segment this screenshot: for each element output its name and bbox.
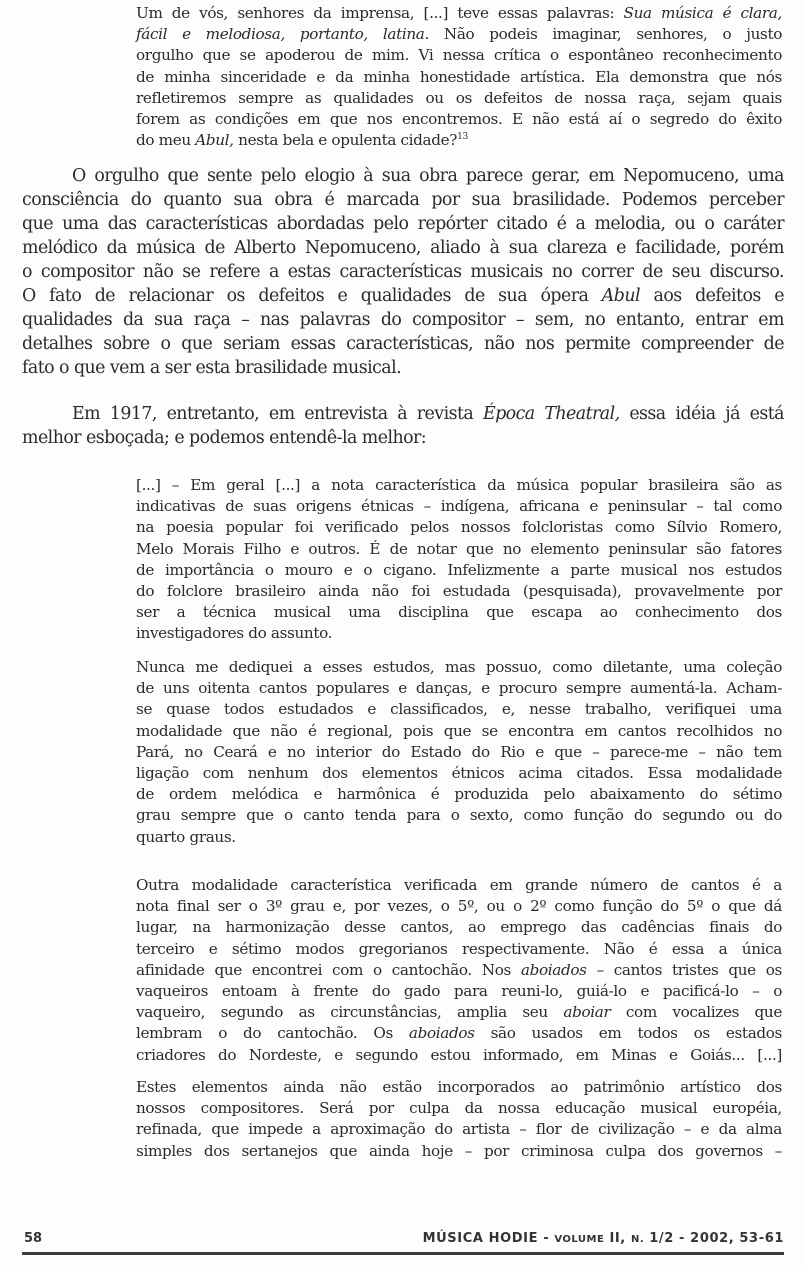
text-line: detalhes sobre o que seriam essas características, não nos permite compreender de: [22, 334, 784, 354]
text-line: criadores do Nordeste, e segundo estou informado, em Minas e Goiás... [...]: [136, 1045, 782, 1064]
text-line: terceiro e sétimo modos gregorianos respectivamente. Não é essa a única: [136, 939, 782, 958]
page-footer: [22, 1230, 784, 1255]
text-line: orgulho que se apoderou de mim. Vi nessa crítica o espontâneo reconhecimento: [136, 46, 782, 65]
text-line: do meu Abul, nesta bela e opulenta cidade?$^{13}$: [136, 131, 468, 150]
italic-text: aboiados: [408, 1024, 475, 1043]
paragraph-1: [22, 164, 784, 380]
issue-info: 1/2 - 2002, 53-61: [644, 1231, 784, 1246]
text-line: lembram o do cantochão. Os aboiados são usados em todos os estados: [136, 1024, 783, 1043]
text-line: O fato de relacionar os defeitos e qualidades de sua ópera Abul aos defeitos e: [22, 286, 784, 306]
text-line: fato o que vem a ser esta brasilidade musical.: [22, 358, 402, 378]
paragraph-2: [22, 402, 784, 450]
text-line: Um de vós, senhores da imprensa, [...] teve essas palavras: Sua música é clara,: [136, 4, 782, 22]
text-line: Outra modalidade característica verificada em grande número de cantos é a: [136, 876, 782, 894]
text-line: na poesia popular foi verificado pelos nossos folcloristas como Sílvio Romero,: [136, 518, 782, 537]
text-line: o compositor não se refere a estas características musicais no correr de seu discurso.: [22, 262, 784, 282]
text-line: de ordem melódica e harmônica é produzida pelo abaixamento do sétimo: [136, 785, 782, 804]
text-line: grau sempre que o canto tenda para o sexto, como função do segundo ou do: [136, 806, 782, 825]
text-line: forem as condições em que nos encontremos. E não está aí o segredo do êxito: [136, 110, 782, 129]
italic-text: aboiar: [563, 1003, 611, 1022]
text-line: consciência do quanto sua obra é marcada por sua brasilidade. Podemos perceber: [22, 190, 784, 210]
text-line: vaqueiro, segundo as circunstâncias, amplia seu aboiar com vocalizes que: [136, 1003, 782, 1022]
text-line: nota final ser o 3º grau e, por vezes, o 5º, ou o 2º como função do 5º o que dá: [136, 897, 782, 916]
text-line: se quase todos estudados e classificados, e, nesse trabalho, verifiquei uma: [136, 700, 782, 719]
text-line: de importância o mouro e o cigano. Infelizmente a parte musical nos estudos: [136, 560, 782, 579]
block-quote-2-part-2: [136, 657, 782, 848]
text-line: ligação com nenhum dos elementos étnicos acima citados. Essa modalidade: [136, 764, 782, 783]
text-line: melódico da música de Alberto Nepomuceno, aliado à sua clareza e facilidade, porém: [22, 238, 784, 258]
text-line: fácil e melodiosa, portanto, latina. Não podeis imaginar, senhores, o justo: [136, 25, 782, 44]
text-line: nossos compositores. Será por culpa da nossa educação musical européia,: [136, 1099, 782, 1118]
text-line: que uma das características abordadas pelo repórter citado é a melodia, ou o caráter: [22, 214, 784, 234]
block-quote-2-part-4: [136, 1077, 782, 1162]
text-line: indicativas de suas origens étnicas – indígena, africana e peninsular – tal como: [136, 497, 782, 516]
text-line: vaqueiros entoam à frente do gado para reuni-lo, guiá-lo e pacificá-lo – o: [136, 982, 782, 1001]
text-line: Nunca me dediquei a esses estudos, mas possuo, como diletante, uma coleção: [136, 658, 782, 676]
text-line: lugar, na harmonização desse cantos, ao emprego das cadências finais do: [136, 918, 782, 937]
block-quote-top: [136, 3, 782, 151]
journal-title: MÚSICA HODIE: [422, 1231, 539, 1246]
footnote-ref: 13: [457, 132, 468, 143]
italic-text: Sua música é clara,: [623, 4, 782, 22]
number-label: N.: [630, 1234, 645, 1245]
italic-text: Época Theatral,: [482, 404, 620, 424]
text-line: [...] – Em geral [...] a nota característica da música popular brasileira são as: [136, 476, 782, 494]
text-line: de uns oitenta cantos populares e danças, e procuro sempre aumentá-la. Acham-: [136, 679, 782, 698]
block-quote-2-part-3: [136, 875, 782, 1066]
text-line: Estes elementos ainda não estão incorporados ao patrimônio artístico dos: [136, 1078, 782, 1096]
text-line: simples dos sertanejos que ainda hoje – por criminosa culpa dos governos –: [136, 1141, 782, 1160]
volume-value: II,: [604, 1231, 631, 1246]
text-line: Em 1917, entretanto, em entrevista à revista Época Theatral, essa idéia já está: [72, 404, 784, 424]
text-line: modalidade que não é regional, pois que se encontra em cantos recolhidos no: [136, 721, 782, 740]
text-line: Melo Morais Filho e outros. É de notar que no elemento peninsular são fatores: [136, 539, 782, 558]
italic-text: Abul,: [195, 131, 234, 150]
italic-text: Abul: [601, 286, 641, 306]
text-line: afinidade que encontrei com o cantochão. Nos aboiados – cantos tristes que os: [136, 960, 782, 979]
text-line: ser a técnica musical uma disciplina que escapa ao conhecimento dos: [136, 603, 782, 622]
text-line: quarto graus.: [136, 827, 236, 846]
italic-text: aboiados: [520, 960, 587, 979]
text-line: investigadores do assunto.: [136, 624, 333, 643]
text-line: qualidades da sua raça – nas palavras do compositor – sem, no entanto, entrar em: [22, 310, 784, 330]
text-line: de minha sinceridade e da minha honestidade artística. Ela demonstra que nós: [136, 67, 782, 86]
running-footer: MÚSICA HODIE - VOLUME II, N. 1/2 - 2002, 53-61: [422, 1231, 784, 1246]
text-line: refletiremos sempre as qualidades ou os defeitos de nossa raça, sejam quais: [136, 88, 782, 107]
text-line: do folclore brasileiro ainda não foi estudada (pesquisada), provavelmente por: [136, 582, 782, 601]
block-quote-2-part-1: [136, 475, 782, 645]
text-line: Pará, no Ceará e no interior do Estado do Rio e que – parece-me – não tem: [136, 742, 782, 761]
text-line: O orgulho que sente pelo elogio à sua obra parece gerar, em Nepomuceno, uma: [72, 166, 784, 186]
italic-text: fácil e melodiosa, portanto, latina.: [136, 25, 429, 44]
volume-label: VOLUME: [554, 1234, 605, 1245]
page-number: 58: [24, 1231, 43, 1246]
text-line: melhor esboçada; e podemos entendê-la melhor:: [22, 428, 427, 448]
text-line: refinada, que impede a aproximação do artista – flor de civilização – e da alma: [136, 1120, 782, 1139]
